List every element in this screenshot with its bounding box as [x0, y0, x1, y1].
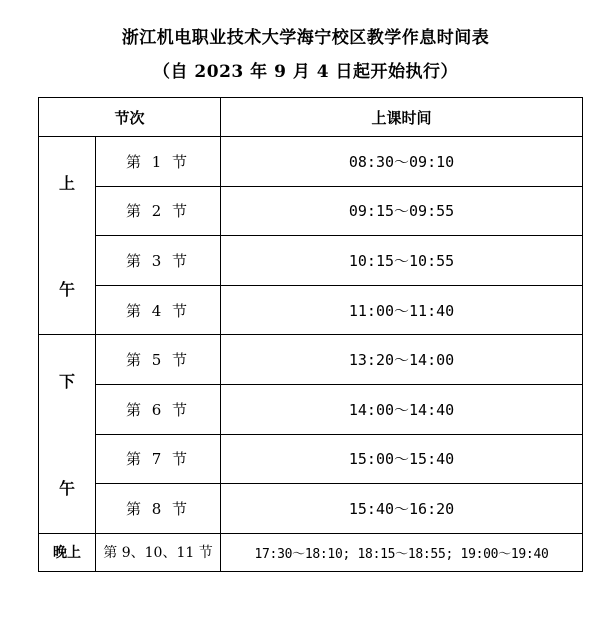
lesson-time: 15:40～16:20 — [221, 484, 583, 534]
table-row — [39, 137, 583, 187]
lesson-time: 14:00～14:40 — [221, 384, 583, 434]
lesson-label: 第 6 节 — [96, 384, 221, 434]
table-row — [39, 484, 583, 534]
lesson-label: 第 2 节 — [96, 186, 221, 236]
page-title: 浙江机电职业技术大学海宁校区教学作息时间表 — [121, 28, 490, 48]
morning-label-cell — [39, 137, 96, 335]
evening-row — [39, 533, 583, 571]
header-time: 上课时间 — [221, 98, 583, 137]
lesson-time: 09:15～09:55 — [221, 186, 583, 236]
afternoon-label-cell — [39, 335, 96, 533]
table-row — [39, 285, 583, 335]
schedule-table — [38, 97, 583, 572]
page-subtitle: （自 2023 年 9 月 4 日起开始执行） — [153, 62, 458, 82]
lesson-label: 第 1 节 — [96, 137, 221, 187]
evening-time: 17:30～18:10; 18:15～18:55; 19:00～19:40 — [221, 533, 583, 571]
morning-char-bottom: 午 — [58, 280, 75, 300]
lesson-label: 第 8 节 — [96, 484, 221, 534]
afternoon-char-top: 下 — [58, 372, 75, 392]
table-row — [39, 434, 583, 484]
evening-lesson-label: 第 9、10、11 节 — [96, 533, 221, 571]
table-row — [39, 236, 583, 286]
lesson-time: 13:20～14:00 — [221, 335, 583, 385]
lesson-label: 第 4 节 — [96, 285, 221, 335]
lesson-time: 10:15～10:55 — [221, 236, 583, 286]
table-row — [39, 384, 583, 434]
lesson-label: 第 7 节 — [96, 434, 221, 484]
lesson-label: 第 3 节 — [96, 236, 221, 286]
lesson-time: 15:00～15:40 — [221, 434, 583, 484]
lesson-time: 08:30～09:10 — [221, 137, 583, 187]
evening-label: 晚上 — [39, 533, 96, 571]
lesson-time: 11:00～11:40 — [221, 285, 583, 335]
afternoon-char-bottom: 午 — [58, 478, 75, 498]
lesson-label: 第 5 节 — [96, 335, 221, 385]
header-section: 节次 — [39, 98, 221, 137]
table-row — [39, 186, 583, 236]
table-row — [39, 335, 583, 385]
morning-char-top: 上 — [58, 174, 75, 193]
table-header-row — [39, 98, 583, 137]
